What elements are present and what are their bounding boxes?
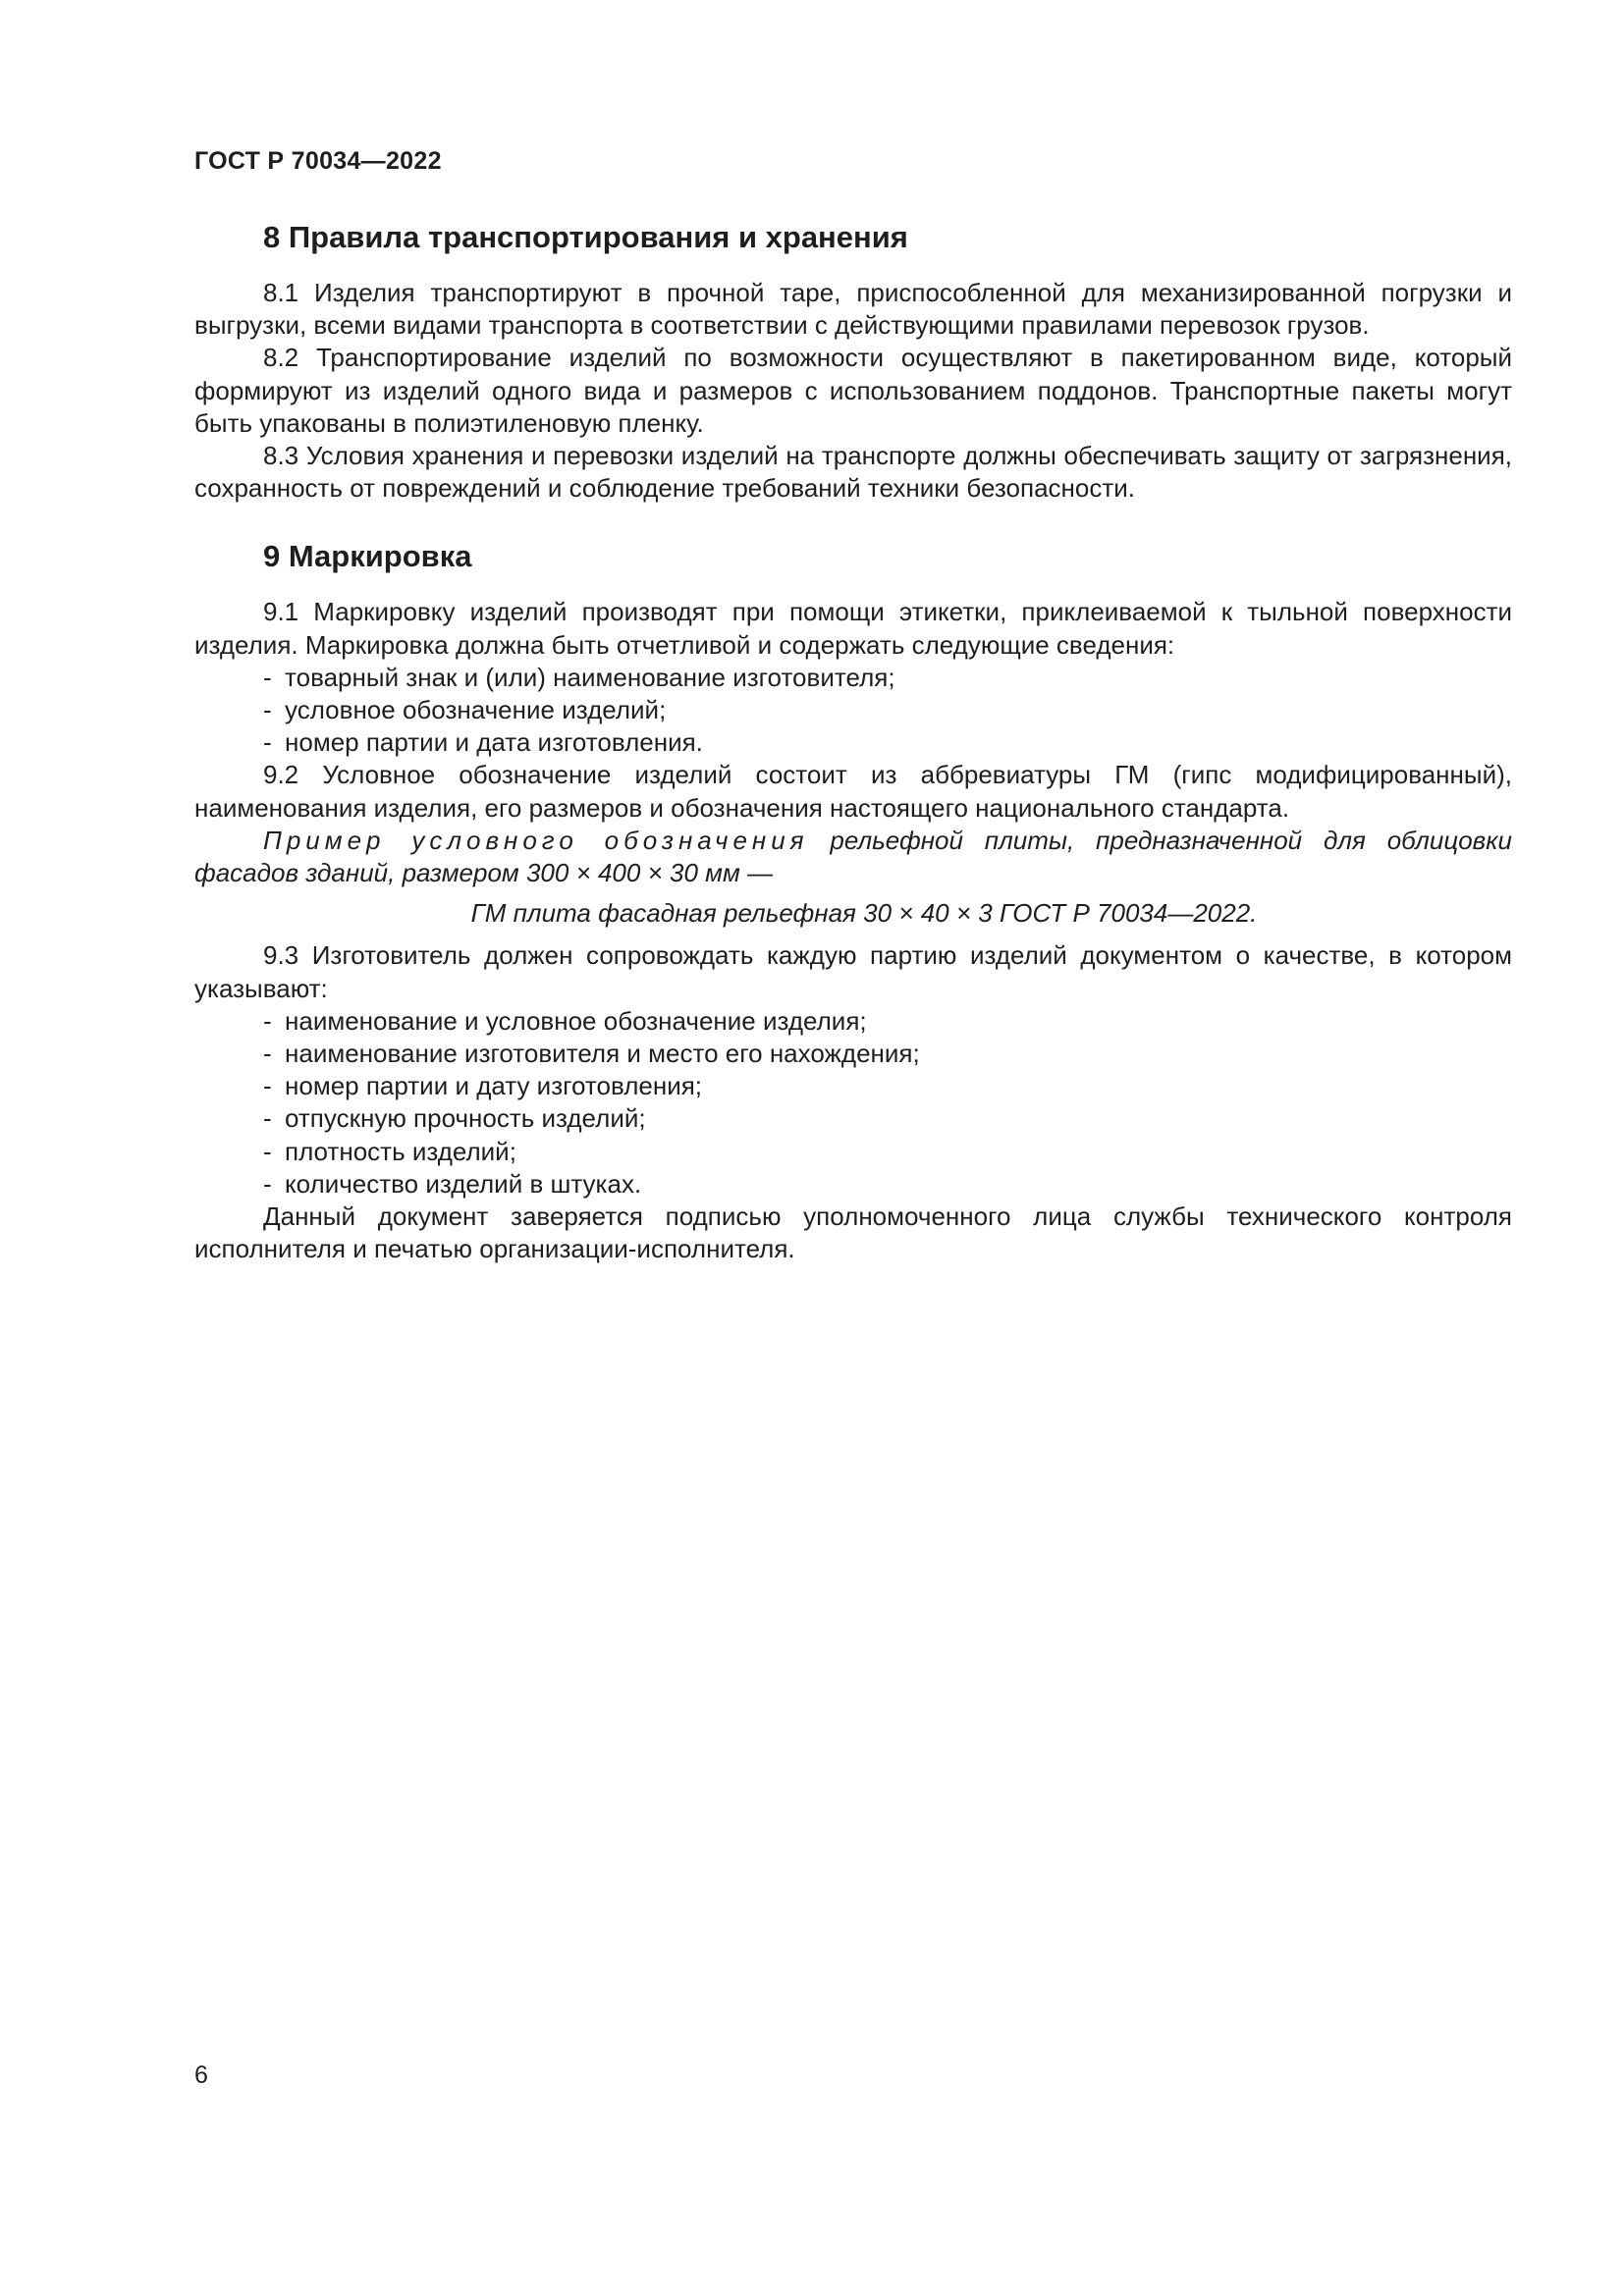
quality-document-list xyxy=(194,1005,1512,1201)
example-text: рельефной плиты, предназначенной для облицовки фасадов зданий, размером 300 × 400 × 30 мм — xyxy=(194,825,1512,888)
paragraph-8-2: 8.2 Транспортирование изделий по возможности осуществляют в пакетированном виде, который формируют из изделий одного вида и размеров с использованием поддонов. Транспортные пакеты могут быть упакованы в полиэтиленовую пленку. xyxy=(194,343,1512,438)
marking-list xyxy=(194,662,1512,760)
list-dash: - xyxy=(263,662,272,692)
paragraph-8-3: 8.3 Условия хранения и перевозки изделий на транспорте должны обеспечивать защиту от загрязнения, сохранность от повреждений и соблюдение требований техники безопасности. xyxy=(194,441,1512,504)
list-dash: - xyxy=(263,1071,272,1101)
document-body xyxy=(194,218,1512,1265)
page-number: 6 xyxy=(194,2061,208,2089)
example-formula: ГМ плита фасадная рельефная 30 × 40 × 3 ГОСТ Р 70034—2022. xyxy=(470,898,1258,929)
list-dash: - xyxy=(263,1005,272,1036)
list-item: - номер партии и дата изготовления. xyxy=(194,726,1512,759)
document-header: ГОСТ Р 70034—2022 xyxy=(194,147,442,175)
paragraph-9-1: 9.1 Маркировку изделий производят при помощи этикетки, приклеиваемой к тыльной поверхности изделия. Маркировка должна быть отчетливой и содержать следующие сведения: xyxy=(194,597,1512,660)
section-8-heading: 8 Правила транспортирования и хранения xyxy=(263,220,908,254)
list-item: - наименование и условное обозначение изделия; xyxy=(194,1005,1512,1038)
paragraph-9-2: 9.2 Условное обозначение изделий состоит из аббревиатуры ГМ (гипс модифицированный), наименования изделия, его размеров и обозначения настоящего национального стандарта. xyxy=(194,760,1512,823)
list-dash: - xyxy=(263,695,272,725)
list-item: - условное обозначение изделий; xyxy=(194,694,1512,726)
list-item: - наименование изготовителя и место его нахождения; xyxy=(194,1038,1512,1070)
list-dash: - xyxy=(263,1136,272,1166)
example-label: Пример условного обозначения xyxy=(263,825,809,855)
closing-paragraph: Данный документ заверяется подписью уполномоченного лица службы технического контроля исполнителя и печатью организации-исполнителя. xyxy=(194,1201,1512,1264)
list-item: - количество изделий в штуках. xyxy=(194,1168,1512,1201)
list-item: - плотность изделий; xyxy=(194,1136,1512,1168)
paragraph-9-3: 9.3 Изготовитель должен сопровождать каждую партию изделий документом о качестве, в котором указывают: xyxy=(194,940,1512,1003)
list-dash: - xyxy=(263,727,272,758)
list-item: - отпускную прочность изделий; xyxy=(194,1102,1512,1135)
designation-example xyxy=(194,825,1512,889)
paragraph-8-1: 8.1 Изделия транспортируют в прочной таре, приспособленной для механизированной погрузки и выгрузки, всеми видами транспорта в соответствии с действующими правилами перевозок грузов. xyxy=(194,278,1512,341)
list-dash: - xyxy=(263,1039,272,1069)
list-item: - товарный знак и (или) наименование изготовителя; xyxy=(194,662,1512,694)
list-item: - номер партии и дату изготовления; xyxy=(194,1070,1512,1102)
list-dash: - xyxy=(263,1168,272,1199)
section-9-heading: 9 Маркировка xyxy=(263,539,472,574)
list-dash: - xyxy=(263,1103,272,1134)
